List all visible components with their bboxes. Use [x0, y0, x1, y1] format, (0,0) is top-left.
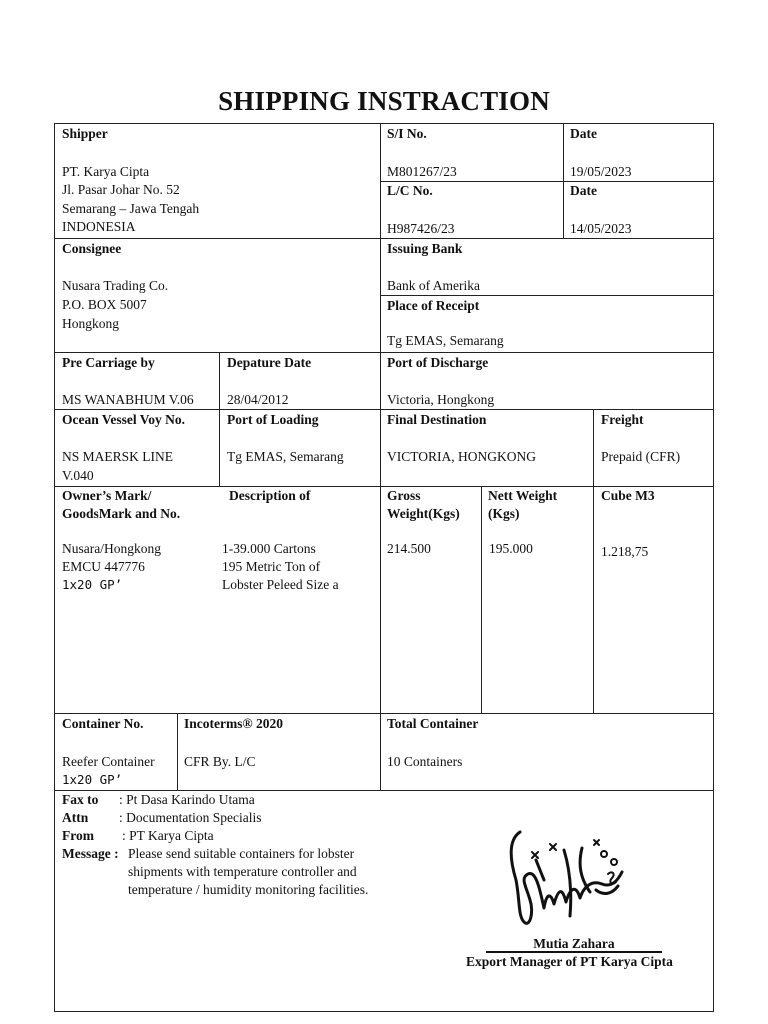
grid-line	[481, 486, 482, 713]
gross-weight-value: 214.500	[387, 541, 431, 556]
place-of-receipt-label: Place of Receipt	[387, 298, 480, 313]
grid-line	[593, 409, 594, 486]
port-of-loading-value: Tg EMAS, Semarang	[227, 449, 344, 464]
port-of-discharge-value: Victoria, Hongkong	[387, 392, 495, 407]
lc-date-label: Date	[570, 183, 597, 198]
gross-weight-label-2: Weight(Kgs)	[387, 506, 460, 521]
si-date-label: Date	[570, 126, 597, 141]
grid-line	[219, 352, 220, 486]
description-tonnage: 195 Metric Ton of	[222, 559, 321, 574]
fax-value: : Pt Dasa Karindo Utama	[119, 792, 255, 807]
consignee-label: Consignee	[62, 241, 122, 256]
port-of-loading-label: Port of Loading	[227, 412, 319, 427]
ocean-vessel-voyage: V.040	[62, 468, 94, 483]
document-title: SHIPPING INSTRACTION	[218, 86, 550, 116]
consignee-name: Nusara Trading Co.	[62, 278, 169, 293]
pre-carriage-label: Pre Carriage by	[62, 355, 155, 370]
incoterms-label: Incoterms® 2020	[184, 716, 283, 731]
consignee-city: Hongkong	[62, 316, 119, 331]
owners-mark-size: 1x20 GP’	[62, 577, 123, 592]
owners-mark-consignee: Nusara/Hongkong	[62, 541, 161, 556]
lc-date-value: 14/05/2023	[570, 221, 632, 236]
shipper-city: Semarang – Jawa Tengah	[62, 201, 200, 216]
issuing-bank-label: Issuing Bank	[387, 241, 463, 256]
lc-label: L/C No.	[387, 183, 433, 198]
total-container-value: 10 Containers	[387, 754, 463, 769]
final-destination-label: Final Destination	[387, 412, 487, 427]
cube-value: 1.218,75	[601, 544, 649, 559]
issuing-bank-value: Bank of Amerika	[387, 278, 480, 293]
description-cartons: 1-39.000 Cartons	[222, 541, 316, 556]
nett-weight-value: 195.000	[489, 541, 533, 556]
grid-line	[54, 352, 714, 353]
departure-date-label: Depature Date	[227, 355, 312, 370]
cube-label: Cube M3	[601, 488, 655, 503]
signatory-name: Mutia Zahara	[533, 936, 615, 951]
owners-mark-label-2: GoodsMark and No.	[62, 506, 181, 521]
consignee-po-box: P.O. BOX 5007	[62, 297, 147, 312]
grid-line	[593, 486, 594, 713]
freight-value: Prepaid (CFR)	[601, 449, 681, 464]
attn-label: Attn	[62, 810, 89, 825]
shipper-address: Jl. Pasar Johar No. 52	[62, 182, 180, 197]
from-label: From	[62, 828, 94, 843]
si-date-value: 19/05/2023	[570, 164, 632, 179]
shipper-name: PT. Karya Cipta	[62, 164, 150, 179]
gross-weight-label: Gross	[387, 488, 421, 503]
attn-value: : Documentation Specialis	[119, 810, 262, 825]
si-value: M801267/23	[387, 164, 457, 179]
fax-label: Fax to	[62, 792, 99, 807]
shipper-label: Shipper	[62, 126, 108, 141]
signature-image	[500, 820, 640, 940]
place-of-receipt-value: Tg EMAS, Semarang	[387, 333, 504, 348]
grid-line	[54, 238, 714, 239]
signatory-title: Export Manager of PT Karya Cipta	[466, 954, 673, 969]
departure-date-value: 28/04/2012	[227, 392, 289, 407]
description-label: Description of	[229, 488, 311, 503]
message-label: Message :	[62, 846, 119, 861]
grid-line	[380, 295, 714, 296]
owners-mark-container: EMCU 447776	[62, 559, 145, 574]
si-label: S/I No.	[387, 126, 427, 141]
lc-value: H987426/23	[387, 221, 455, 236]
incoterms-value: CFR By. L/C	[184, 754, 256, 769]
freight-label: Freight	[601, 412, 644, 427]
ocean-vessel-name: NS MAERSK LINE	[62, 449, 174, 464]
grid-line	[177, 713, 178, 790]
owners-mark-label: Owner’s Mark/	[62, 488, 152, 503]
grid-line	[563, 123, 564, 238]
shipper-country: INDONESIA	[62, 219, 136, 234]
grid-line	[380, 123, 381, 790]
final-destination-value: VICTORIA, HONGKONG	[387, 449, 536, 464]
message-line-2: shipments with temperature controller and	[128, 864, 357, 879]
container-type: Reefer Container	[62, 754, 155, 769]
container-no-label: Container No.	[62, 716, 144, 731]
container-size: 1x20 GP’	[62, 772, 123, 787]
message-line-1: Please send suitable containers for lobster	[128, 846, 355, 861]
nett-weight-label: Nett Weight	[488, 488, 558, 503]
description-product: Lobster Peleed Size a	[222, 577, 339, 592]
nett-weight-label-2: (Kgs)	[488, 506, 520, 521]
total-container-label: Total Container	[387, 716, 479, 731]
message-line-3: temperature / humidity monitoring facilities.	[128, 882, 369, 897]
from-value: : PT Karya Cipta	[122, 828, 214, 843]
port-of-discharge-label: Port of Discharge	[387, 355, 489, 370]
grid-line	[54, 713, 714, 714]
grid-line	[54, 409, 714, 410]
ocean-vessel-label: Ocean Vessel Voy No.	[62, 412, 186, 427]
pre-carriage-value: MS WANABHUM V.06	[62, 392, 194, 407]
